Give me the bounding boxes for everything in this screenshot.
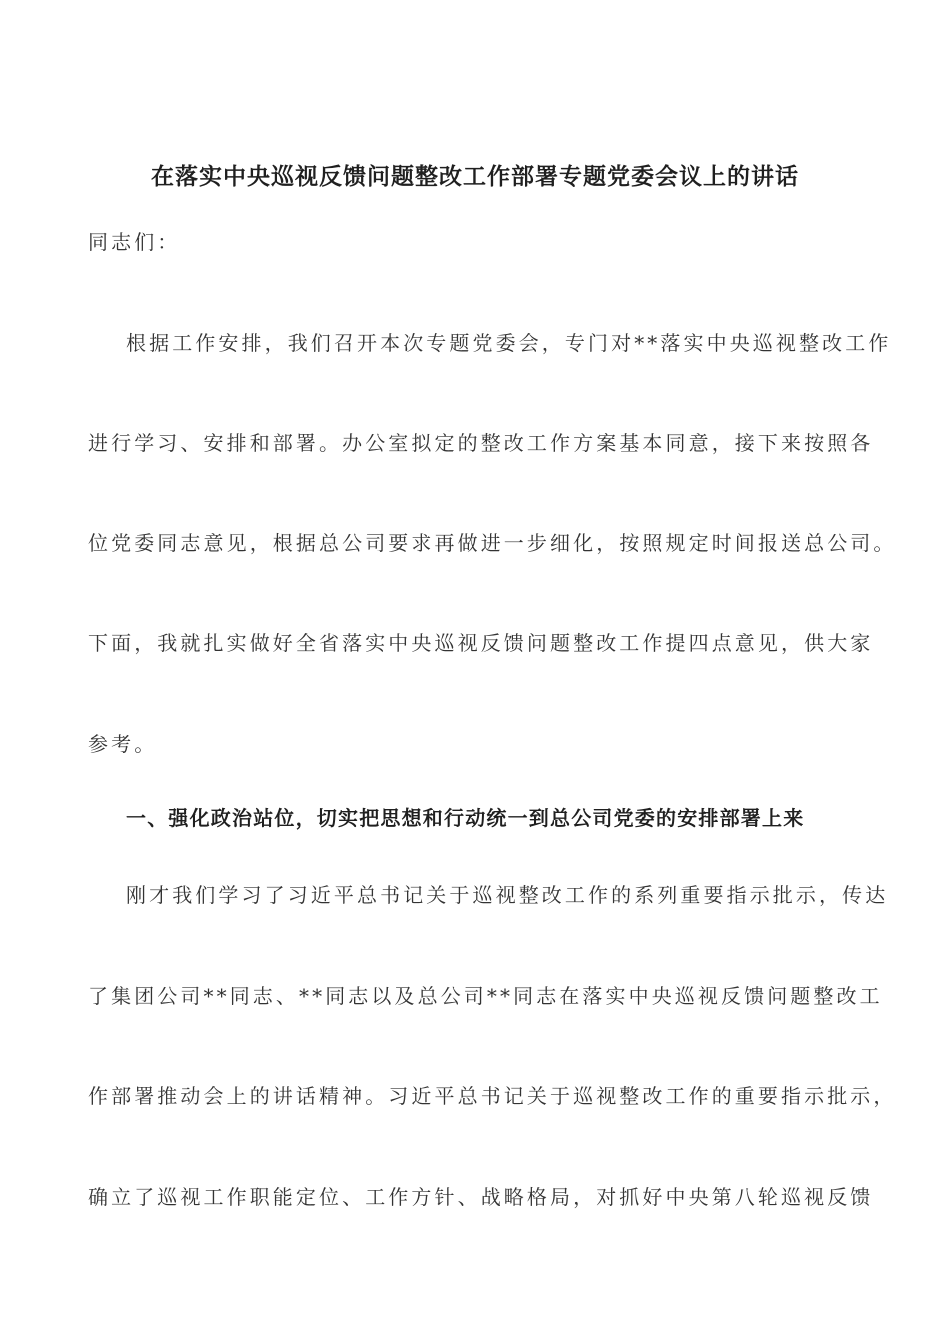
paragraph-line: 作部署推动会上的讲话精神。习近平总书记关于巡视整改工作的重要指示批示，	[88, 1084, 897, 1108]
paragraph-line: 参考。	[88, 732, 158, 756]
salutation: 同志们：	[88, 230, 181, 254]
paragraph-line: 根据工作安排，我们召开本次专题党委会，专门对**落实中央巡视整改工作	[126, 331, 892, 355]
section-heading: 一、强化政治站位，切实把思想和行动统一到总公司党委的安排部署上来	[126, 806, 805, 830]
paragraph-line: 下面，我就扎实做好全省落实中央巡视反馈问题整改工作提四点意见，供大家	[88, 631, 874, 655]
document-title: 在落实中央巡视反馈问题整改工作部署专题党委会议上的讲话	[151, 163, 799, 190]
paragraph-line: 刚才我们学习了习近平总书记关于巡视整改工作的系列重要指示批示，传达	[126, 883, 889, 907]
paragraph-line: 确立了巡视工作职能定位、工作方针、战略格局，对抓好中央第八轮巡视反馈	[88, 1185, 874, 1209]
paragraph-line: 了集团公司**同志、**同志以及总公司**同志在落实中央巡视反馈问题整改工	[88, 984, 883, 1008]
paragraph-line: 位党委同志意见，根据总公司要求再做进一步细化，按照规定时间报送总公司。	[88, 531, 897, 555]
paragraph-line: 进行学习、安排和部署。办公室拟定的整改工作方案基本同意，接下来按照各	[88, 431, 874, 455]
